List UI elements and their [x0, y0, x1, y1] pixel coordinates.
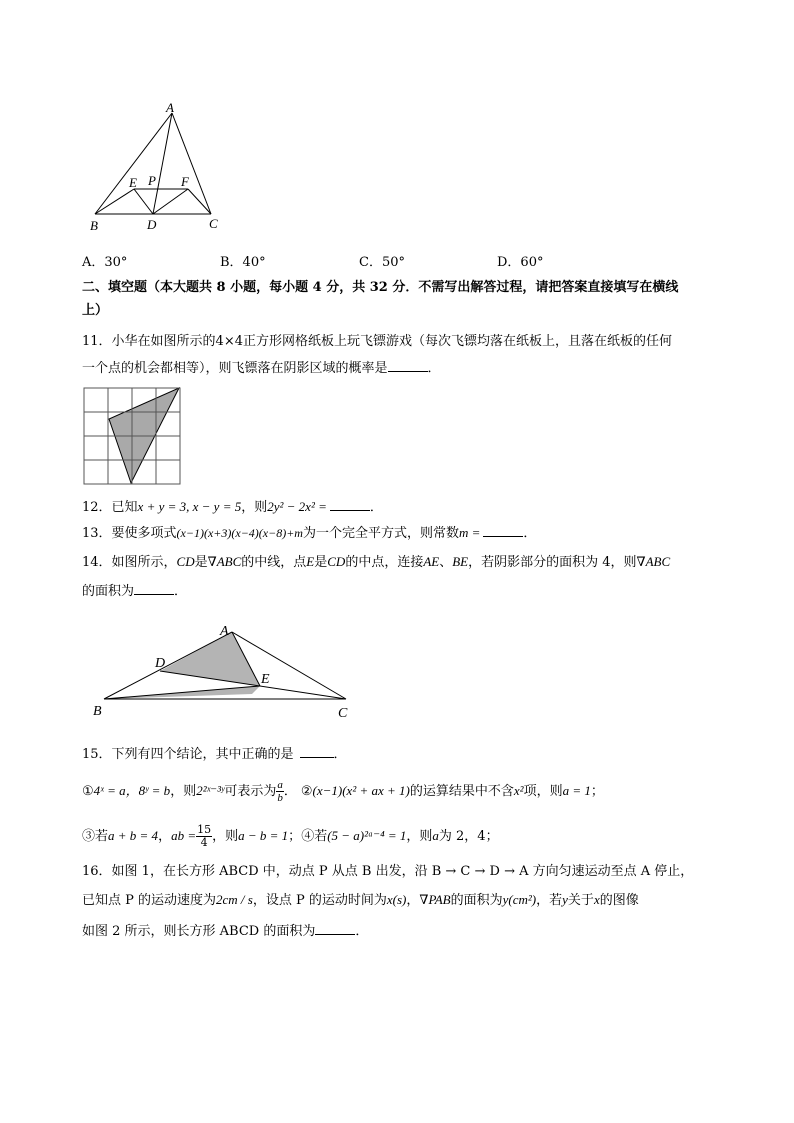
q16-text-e: ，若 — [536, 893, 563, 908]
q14-triangle-figure — [90, 620, 360, 722]
segment-fc — [188, 189, 211, 214]
q14-answer-blank — [134, 582, 174, 595]
q14-cd: CD — [176, 554, 195, 569]
section2-heading-line2: 上） — [82, 303, 109, 318]
q15-item2-text-c: 的运算结果中不含 — [409, 784, 514, 799]
label-f: F — [181, 174, 189, 189]
q15-item2-marker: ② — [300, 784, 313, 799]
label-d: D — [155, 656, 166, 671]
q16-text-g: 的图像 — [599, 893, 639, 908]
q16-triangle: ∇PAB — [419, 892, 451, 907]
q16-text-f: 关于 — [567, 893, 594, 908]
q15-item3-value: a − b = 1 — [238, 828, 289, 843]
q15-item1-text-e: 可表示为 — [224, 784, 277, 799]
q15-item1-end: ． — [283, 784, 297, 799]
q14-triangle2: ∇ABC — [636, 554, 671, 569]
q16-area: y(cm²) — [502, 892, 537, 907]
q14-text-line2: 的面积为 — [82, 584, 135, 599]
q15-item1-marker: ① — [82, 784, 94, 799]
q14-text-f: ，若阴影部分的面积为 4，则 — [468, 555, 637, 570]
q14-end: ． — [174, 584, 188, 599]
q11-line2 — [82, 359, 441, 378]
q11-grid-figure — [83, 387, 183, 485]
q14-ae: AE — [423, 554, 440, 569]
side-ac — [172, 113, 211, 214]
q14-e: E — [306, 554, 315, 569]
q11-line1: 11．小华在如图所示的4×4正方形网格纸板上玩飞镖游戏（每次飞镖均落在纸板上，且落在纸板的任何 — [82, 334, 672, 349]
q15-item4-text-e: 为 2，4； — [438, 829, 499, 844]
q16-time: x(s) — [386, 892, 407, 907]
q13-end: ． — [523, 526, 537, 541]
q13-expression: (x−1)(x+3)(x−4)(x−8)+m — [176, 526, 303, 540]
q10-option-d: D．60° — [497, 255, 544, 270]
q13-answer-blank — [483, 524, 523, 537]
q16-x: x — [593, 892, 600, 907]
q16-y: y — [562, 892, 568, 907]
label-b: B — [90, 218, 98, 233]
q13-prefix: 13．要使多项式 — [82, 526, 177, 541]
label-c: C — [338, 706, 348, 721]
fraction-denominator: 4 — [200, 836, 208, 849]
q15-line3 — [82, 824, 499, 849]
q15-item4-variable: a — [432, 828, 439, 843]
q14-text-b: 是 — [194, 555, 208, 570]
q16-line3 — [82, 922, 368, 941]
q14-line2 — [82, 582, 187, 601]
q10-option-c: C．50° — [359, 255, 405, 270]
q12-line — [82, 498, 383, 517]
q15-answer-blank — [300, 745, 334, 758]
q12-end: ． — [369, 500, 383, 515]
q15-fraction-15-over-4 — [196, 824, 212, 849]
q15-end: ． — [333, 747, 347, 762]
q16-text-line3: 如图 2 所示，则长方形 ABCD 的面积为 — [82, 924, 316, 939]
q14-sep: 、 — [439, 555, 453, 570]
q12-condition: x + y = 3, x − y = 5 — [137, 499, 242, 514]
q12-mid: ，则 — [241, 500, 268, 515]
q15-item4-expression: (5 − a)²ᵃ⁻⁴ = 1 — [327, 828, 407, 843]
segment-ad — [153, 113, 172, 214]
q16-line2 — [82, 891, 639, 910]
q15-item2-text-e: 项，则 — [523, 784, 563, 799]
q15-item3-end: ； — [288, 829, 302, 844]
q10-option-a: A．30° — [82, 255, 128, 270]
label-b: B — [93, 704, 102, 719]
q14-text-a: 14．如图所示， — [82, 555, 177, 570]
q15-item2-term: x² — [513, 783, 524, 798]
q14-text-c: 的中线，点 — [241, 555, 307, 570]
q15-item3-marker: ③若 — [82, 829, 109, 844]
q15-item4-text-c: ，则 — [406, 829, 433, 844]
q12-prefix: 12．已知 — [82, 500, 138, 515]
section2-heading-line1: 二、填空题（本大题共 8 小题，每小题 4 分，共 32 分．不需写出解答过程，请把答案直接填写在横线 — [82, 280, 679, 295]
q16-end: ． — [355, 924, 369, 939]
q15-item1-condition: 4ˣ = a，8ʸ = b — [93, 783, 171, 798]
q15-item3-text-e: ，则 — [212, 829, 239, 844]
q15-item1-text-c: ，则 — [170, 784, 197, 799]
q14-line1 — [82, 553, 670, 572]
q14-be: BE — [452, 554, 469, 569]
label-p: P — [148, 173, 156, 188]
q12-answer-blank — [330, 498, 370, 511]
q10-triangle-figure — [84, 100, 234, 238]
q15-item2-end: ； — [590, 784, 604, 799]
q16-text-a: 已知点 P 的运动速度为 — [82, 893, 217, 908]
q15-item3-text-c: ， — [158, 829, 172, 844]
fraction-denominator: b — [277, 792, 283, 804]
q13-variable: m = — [459, 525, 481, 540]
q16-text-b: ，设点 P 的运动时间为 — [252, 893, 387, 908]
label-d: D — [147, 217, 157, 232]
q15-item2-expression: (x−1)(x² + ax + 1) — [312, 783, 410, 798]
label-a: A — [166, 100, 174, 115]
q14-cd2: CD — [327, 554, 346, 569]
q11-answer-blank — [388, 359, 428, 372]
q16-text-c: ， — [406, 893, 420, 908]
segment-df — [153, 189, 188, 214]
q13-mid: 为一个完全平方式，则常数 — [302, 526, 459, 541]
segment-ed — [134, 189, 153, 214]
label-c: C — [209, 216, 218, 231]
label-e: E — [129, 175, 137, 190]
label-e: E — [261, 672, 270, 687]
q15-line1 — [82, 745, 347, 764]
q10-option-b: B．40° — [220, 255, 266, 270]
q14-text-e: 的中点，连接 — [345, 555, 424, 570]
q11-end: ． — [427, 361, 441, 376]
segment-be — [95, 189, 134, 214]
q16-speed: 2cm / s — [216, 892, 253, 907]
side-ab — [95, 113, 172, 214]
fraction-numerator: 15 — [197, 823, 212, 836]
q15-item4-marker: ④若 — [301, 829, 328, 844]
q15-text: 15．下列有四个结论，其中正确的是 — [82, 747, 294, 762]
q15-line2 — [82, 779, 604, 804]
q15-fraction-a-over-b — [276, 779, 284, 804]
q15-item3-product: ab = — [171, 828, 197, 843]
q14-triangle: ∇ABC — [207, 554, 242, 569]
q16-line1: 16．如图 1，在长方形 ABCD 中，动点 P 从点 B 出发，沿 B → C → D → A 方向匀速运动至点 A 停止， — [82, 864, 694, 879]
q13-line — [82, 524, 536, 543]
fraction-numerator: a — [277, 779, 283, 791]
q12-expression: 2y² − 2x² = — [267, 499, 327, 514]
q16-answer-blank — [315, 922, 355, 935]
q15-item1-expression: 2²ˣ⁻³ʸ — [196, 783, 225, 798]
q14-text-d: 是 — [314, 555, 328, 570]
q15-item3-condition: a + b = 4 — [108, 828, 159, 843]
q11-text: 一个点的机会都相等），则飞镖落在阴影区域的概率是 — [82, 361, 388, 376]
q15-item2-value: a = 1 — [562, 783, 591, 798]
label-a: A — [220, 624, 229, 639]
q16-text-d: 的面积为 — [450, 893, 503, 908]
